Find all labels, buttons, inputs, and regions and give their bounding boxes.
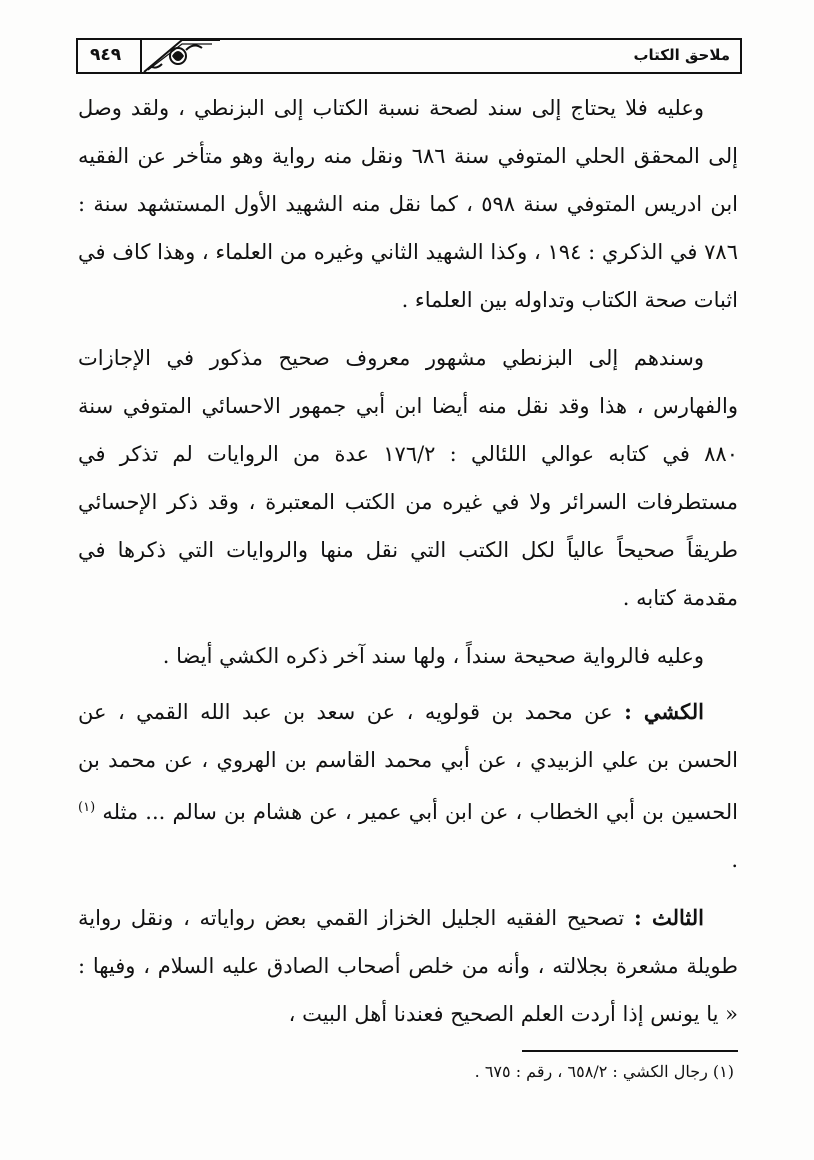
kashi-label: الكشي : [624,699,704,724]
page-number: ٩٤٩ [90,45,122,65]
running-header [76,38,742,74]
page-number-box [78,40,142,72]
paragraph-2: وسندهم إلى البزنطي مشهور معروف صحيح مذكور في الإجازات والفهارس ، هذا وقد نقل منه أيضا ابن أبي جمهور الاحسائي المتوفي سنة ٨٨٠ في كتابه عوالي اللئالي : ١٧٦/٢ عدة من الروايات لم تذكر في مستطرفات السرائر ولا في غيره من الكتب المعتبرة ، وقد ذكر الإحسائي طريقاً صحيحاً عالياً لكل الكتب التي نقل منها والروايات التي ذكرها في مقدمة كتابه . [78,346,738,610]
paragraph-5 [78,894,738,1038]
footnote: (١) رجال الكشي : ٦٥٨/٢ ، رقم : ٦٧٥ . [474,1062,734,1081]
paragraph-1: وعليه فلا يحتاج إلى سند لصحة نسبة الكتاب إلى البزنطي ، ولقد وصل إلى المحقق الحلي المتوفي سنة ٦٨٦ ونقل منه رواية وهو متأخر عن الفقيه ابن ادريس المتوفي سنة ٥٩٨ ، كما نقل منه الشهيد الأول المستشهد سنة : ٧٨٦ في الذكري : ١٩٤ ، وكذا الشهيد الثاني وغيره من العلماء ، وهذا كاف في اثبات صحة الكتاب وتداوله بين العلماء . [78,96,738,312]
footnote-divider [522,1050,738,1052]
third-label: الثالث : [633,905,704,930]
paragraph-4-text: عن محمد بن قولويه ، عن سعد بن عبد الله القمي ، عن الحسن بن علي الزبيدي ، عن أبي محمد القاسم بن الهروي ، عن محمد بن الحسين بن أبي الخطاب ، عن ابن أبي عمير ، عن هشام بن سالم ... مثله [78,700,738,824]
paragraph-4-end: . [731,848,738,872]
paragraph-4 [78,688,738,884]
body-text [78,84,738,1046]
paragraph-5-text: تصحيح الفقيه الجليل الخزاز القمي بعض رواياته ، ونقل رواية طويلة مشعرة بجلالته ، وأنه من خلص أصحاب الصادق عليه السلام ، وفيها : « يا يونس إذا أردت العلم الصحيح فعندنا أهل البيت ، [78,906,738,1026]
footnote-marker[interactable]: (١) [78,800,96,815]
paragraph-3: وعليه فالرواية صحيحة سنداً ، ولها سند آخر ذكره الكشي أيضا . [162,644,704,668]
header-title: ملاحق الكتاب [633,46,730,64]
ornament-icon [142,36,222,76]
